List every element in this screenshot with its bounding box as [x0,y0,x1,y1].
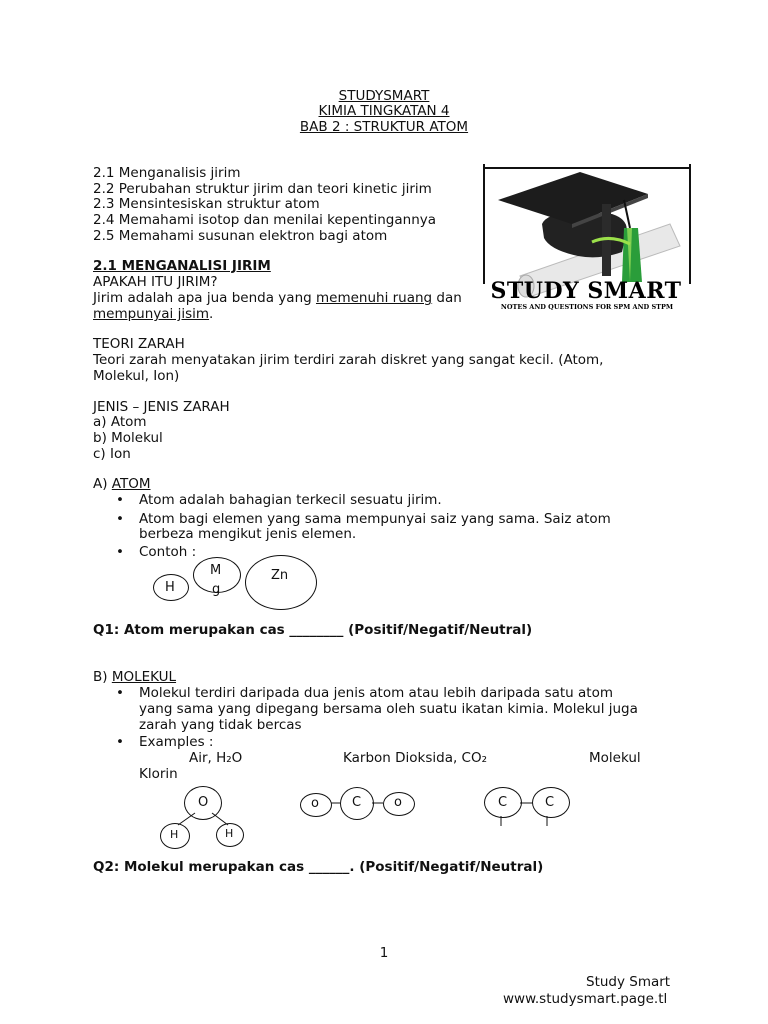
molecule-cl-label: C [545,795,555,810]
doc-subject: KIMIA TINGKATAN 4 [318,103,450,119]
molecule-co2-o-label: o [394,795,402,810]
definition-text: dan [432,290,462,306]
molecule-cl-label: C [498,795,508,810]
footer-url[interactable]: www.studysmart.page.tl [503,991,668,1007]
section-heading: 2.1 MENGANALISI JIRIM [93,258,271,274]
bullet-icon: • [116,685,124,701]
atom-zn-label: Zn [271,568,289,583]
molekul-bullet: Molekul terdiri daripada dua jenis atom atau lebih daripada satu atom [139,685,614,701]
atom-prefix: A) [93,476,112,492]
molekul-label: MOLEKUL [111,669,177,685]
atom-h-label: H [165,580,175,595]
definition-key-term: memenuhi ruang [315,290,433,306]
definition-text: Jirim adalah apa jua benda yang [93,290,316,306]
atom-mg-label: g [212,582,221,597]
jenis-heading: JENIS – JENIS ZARAH [93,399,230,415]
molecule-h-label: H [225,827,234,840]
toc-item: 2.1 Menganalisis jirim [93,165,241,181]
teori-text: Teori zarah menyatakan jirim terdiri zarah diskret yang sangat kecil. (Atom, [93,352,604,368]
toc-item: 2.3 Mensintesiskan struktur atom [93,196,320,212]
atom-label: ATOM [111,476,151,492]
atom-bullet: Contoh : [139,544,197,560]
doc-chapter: BAB 2 : STRUKTUR ATOM [299,119,469,135]
atom-bullet: Atom adalah bahagian terkecil sesuatu jirim. [139,492,442,508]
definition-line-1 [93,290,462,306]
definition-line-2 [93,306,213,322]
bullet-icon: • [116,544,124,560]
jenis-item: a) Atom [93,414,147,430]
definition-key-term: mempunyai jisim [93,306,210,322]
question-2: Q2: Molekul merupakan cas ______. (Positif/Negatif/Neutral) [93,859,544,875]
teori-heading: TEORI ZARAH [93,336,185,352]
molecule-o-label: O [198,795,209,810]
molecule-co2-o-label: o [311,796,319,811]
example-water: Air, H₂O [189,750,243,766]
jenis-item: b) Molekul [93,430,163,446]
example-co2: Karbon Dioksida, CO₂ [343,750,488,766]
molekul-heading [93,669,176,685]
bullet-icon: • [116,511,124,527]
toc-item: 2.5 Memahami susunan elektron bagi atom [93,228,388,244]
jenis-item: c) Ion [93,446,131,462]
atom-mg-label: M [210,563,222,578]
question-1: Q1: Atom merupakan cas ________ (Positif/Negatif/Neutral) [93,622,533,638]
atom-bullet: berbeza mengikut jenis elemen. [139,526,357,542]
logo-title: STUDY SMART [490,278,682,304]
bullet-icon: • [116,492,124,508]
logo-subtitle: NOTES AND QUESTIONS FOR SPM AND STPM [500,303,674,311]
example-chlorine: Molekul [589,750,641,766]
page-number: 1 [379,945,389,961]
molekul-bullet: Examples : [139,734,214,750]
teori-text: Molekul, Ion) [93,368,180,384]
example-chlorine: Klorin [139,766,178,782]
molekul-bullet: yang sama yang dipegang bersama oleh suatu ikatan kimia. Molekul juga [139,701,638,717]
molekul-bullet: zarah yang tidak bercas [139,717,302,733]
bullet-icon: • [116,734,124,750]
atom-heading [93,476,151,492]
toc-item: 2.2 Perubahan struktur jirim dan teori kinetic jirim [93,181,432,197]
study-smart-logo [480,164,694,312]
molekul-prefix: B) [93,669,112,685]
definition-text: . [209,306,214,322]
toc-item: 2.4 Memahami isotop dan menilai kepentingannya [93,212,437,228]
atom-bullet: Atom bagi elemen yang sama mempunyai saiz yang sama. Saiz atom [139,511,611,527]
doc-title: STUDYSMART [338,88,430,104]
section-question: APAKAH ITU JIRIM? [93,274,218,290]
footer-brand: Study Smart [586,974,671,990]
molecule-h-label: H [170,828,179,841]
molecule-co2-c-label: C [352,795,362,810]
